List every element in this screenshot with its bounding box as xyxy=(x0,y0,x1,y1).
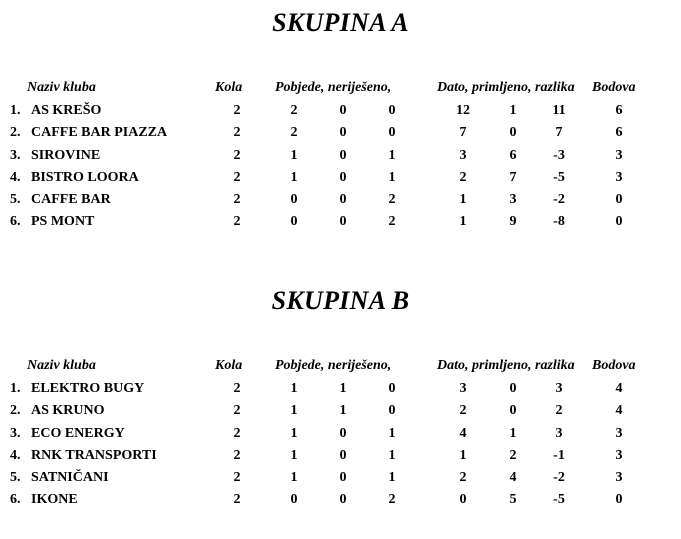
club-name-cell: SIROVINE xyxy=(31,147,101,163)
wins-cell: 1 xyxy=(290,425,298,441)
header-points: Bodova xyxy=(592,358,636,373)
rounds-cell: 2 xyxy=(233,214,241,230)
losses-cell: 1 xyxy=(388,169,396,185)
club-name-cell: BISTRO LOORA xyxy=(31,169,139,185)
goals-scored-cell: 1 xyxy=(459,214,467,230)
losses-cell: 0 xyxy=(388,381,396,396)
rounds-cell: 2 xyxy=(233,447,241,463)
table-row xyxy=(0,148,681,170)
draws-cell: 0 xyxy=(339,214,347,230)
club-name-cell: ELEKTRO BUGY xyxy=(31,381,145,396)
losses-cell: 1 xyxy=(388,447,396,463)
position-cell: 2. xyxy=(10,403,21,419)
draws-cell: 0 xyxy=(339,470,347,486)
points-cell: 3 xyxy=(615,425,623,441)
goals-scored-cell: 3 xyxy=(459,381,467,396)
position-cell: 5. xyxy=(10,470,21,486)
draws-cell: 0 xyxy=(339,169,347,185)
goals-conceded-cell: 1 xyxy=(509,103,517,118)
rounds-cell: 2 xyxy=(233,147,241,163)
position-cell: 6. xyxy=(10,214,21,230)
goal-difference-cell: 11 xyxy=(552,103,566,118)
goals-conceded-cell: 7 xyxy=(509,169,517,185)
goal-difference-cell: 2 xyxy=(555,403,563,419)
club-name-cell: CAFFE BAR PIAZZA xyxy=(31,125,168,141)
header-goals: Dato, primljeno, razlika xyxy=(437,358,575,373)
goals-scored-cell: 2 xyxy=(459,169,467,185)
position-cell: 3. xyxy=(10,147,21,163)
points-cell: 3 xyxy=(615,169,623,185)
table-row xyxy=(0,470,681,492)
goals-conceded-cell: 3 xyxy=(509,192,517,208)
goal-difference-cell: -3 xyxy=(553,147,565,163)
goals-conceded-cell: 0 xyxy=(509,403,517,419)
draws-cell: 0 xyxy=(339,447,347,463)
draws-cell: 0 xyxy=(339,125,347,141)
wins-cell: 1 xyxy=(290,403,298,419)
points-cell: 4 xyxy=(615,381,623,396)
rounds-cell: 2 xyxy=(233,492,241,508)
goals-scored-cell: 0 xyxy=(459,492,467,508)
goal-difference-cell: -5 xyxy=(553,492,565,508)
points-cell: 0 xyxy=(615,214,623,230)
draws-cell: 0 xyxy=(339,147,347,163)
rounds-cell: 2 xyxy=(233,470,241,486)
rounds-cell: 2 xyxy=(233,103,241,118)
position-cell: 6. xyxy=(10,492,21,508)
draws-cell: 1 xyxy=(339,381,347,396)
club-name-cell: AS KRUNO xyxy=(31,403,105,419)
wins-cell: 1 xyxy=(290,147,298,163)
position-cell: 4. xyxy=(10,169,21,185)
table-row xyxy=(0,403,681,425)
table-row xyxy=(0,492,681,514)
header-rounds: Kola xyxy=(215,358,243,373)
losses-cell: 1 xyxy=(388,425,396,441)
points-cell: 6 xyxy=(615,125,623,141)
club-name-cell: RNK TRANSPORTI xyxy=(31,447,157,463)
group-a-title: SKUPINA A xyxy=(272,8,409,37)
goals-conceded-cell: 4 xyxy=(509,470,517,486)
draws-cell: 0 xyxy=(339,192,347,208)
table-row xyxy=(0,448,681,470)
club-name-cell: PS MONT xyxy=(31,214,95,230)
position-cell: 4. xyxy=(10,447,21,463)
losses-cell: 2 xyxy=(388,492,396,508)
goals-scored-cell: 4 xyxy=(459,425,467,441)
goals-conceded-cell: 6 xyxy=(509,147,517,163)
table-row xyxy=(0,103,681,125)
points-cell: 4 xyxy=(615,403,623,419)
losses-cell: 2 xyxy=(388,214,396,230)
goals-conceded-cell: 9 xyxy=(509,214,517,230)
losses-cell: 0 xyxy=(388,125,396,141)
position-cell: 3. xyxy=(10,425,21,441)
rounds-cell: 2 xyxy=(233,381,241,396)
goal-difference-cell: 3 xyxy=(555,381,563,396)
group-b-table xyxy=(0,381,681,515)
header-club-name: Naziv kluba xyxy=(27,80,96,95)
wins-cell: 2 xyxy=(290,125,298,141)
draws-cell: 0 xyxy=(339,425,347,441)
header-points: Bodova xyxy=(592,80,636,95)
goals-scored-cell: 1 xyxy=(459,447,467,463)
goal-difference-cell: -1 xyxy=(553,447,565,463)
points-cell: 0 xyxy=(615,192,623,208)
points-cell: 6 xyxy=(615,103,623,118)
group-a-table xyxy=(0,103,681,237)
header-results: Pobjede, neriješeno, xyxy=(275,358,392,373)
club-name-cell: IKONE xyxy=(31,492,78,508)
wins-cell: 0 xyxy=(290,214,298,230)
goals-scored-cell: 2 xyxy=(459,403,467,419)
goal-difference-cell: -8 xyxy=(553,214,565,230)
rounds-cell: 2 xyxy=(233,192,241,208)
goals-conceded-cell: 0 xyxy=(509,381,517,396)
losses-cell: 1 xyxy=(388,147,396,163)
goals-conceded-cell: 2 xyxy=(509,447,517,463)
draws-cell: 0 xyxy=(339,103,347,118)
table-row xyxy=(0,192,681,214)
points-cell: 3 xyxy=(615,470,623,486)
draws-cell: 1 xyxy=(339,403,347,419)
goals-scored-cell: 7 xyxy=(459,125,467,141)
goals-scored-cell: 2 xyxy=(459,470,467,486)
goal-difference-cell: -5 xyxy=(553,169,565,185)
club-name-cell: CAFFE BAR xyxy=(31,192,111,208)
rounds-cell: 2 xyxy=(233,425,241,441)
goals-scored-cell: 12 xyxy=(456,103,470,118)
goal-difference-cell: -2 xyxy=(553,192,565,208)
club-name-cell: AS KREŠO xyxy=(31,103,102,118)
table-row xyxy=(0,426,681,448)
club-name-cell: ECO ENERGY xyxy=(31,425,125,441)
goals-conceded-cell: 0 xyxy=(509,125,517,141)
points-cell: 0 xyxy=(615,492,623,508)
wins-cell: 0 xyxy=(290,192,298,208)
points-cell: 3 xyxy=(615,447,623,463)
table-row xyxy=(0,125,681,147)
wins-cell: 1 xyxy=(290,470,298,486)
rounds-cell: 2 xyxy=(233,169,241,185)
header-goals: Dato, primljeno, razlika xyxy=(437,80,575,95)
points-cell: 3 xyxy=(615,147,623,163)
club-name-cell: SATNIČANI xyxy=(31,470,109,486)
losses-cell: 1 xyxy=(388,470,396,486)
table-row xyxy=(0,381,681,403)
losses-cell: 0 xyxy=(388,103,396,118)
goal-difference-cell: 3 xyxy=(555,425,563,441)
goal-difference-cell: 7 xyxy=(555,125,563,141)
wins-cell: 1 xyxy=(290,381,298,396)
header-rounds: Kola xyxy=(215,80,243,95)
table-row xyxy=(0,214,681,236)
group-b-title: SKUPINA B xyxy=(271,286,410,315)
goals-conceded-cell: 1 xyxy=(509,425,517,441)
wins-cell: 1 xyxy=(290,447,298,463)
goals-scored-cell: 1 xyxy=(459,192,467,208)
wins-cell: 2 xyxy=(290,103,298,118)
header-results: Pobjede, neriješeno, xyxy=(275,80,392,95)
losses-cell: 2 xyxy=(388,192,396,208)
wins-cell: 1 xyxy=(290,169,298,185)
goals-conceded-cell: 5 xyxy=(509,492,517,508)
losses-cell: 0 xyxy=(388,403,396,419)
goals-scored-cell: 3 xyxy=(459,147,467,163)
position-cell: 2. xyxy=(10,125,21,141)
position-cell: 5. xyxy=(10,192,21,208)
goal-difference-cell: -2 xyxy=(553,470,565,486)
wins-cell: 0 xyxy=(290,492,298,508)
draws-cell: 0 xyxy=(339,492,347,508)
position-cell: 1. xyxy=(10,103,21,118)
position-cell: 1. xyxy=(10,381,21,396)
header-club-name: Naziv kluba xyxy=(27,358,96,373)
rounds-cell: 2 xyxy=(233,403,241,419)
table-row xyxy=(0,170,681,192)
rounds-cell: 2 xyxy=(233,125,241,141)
